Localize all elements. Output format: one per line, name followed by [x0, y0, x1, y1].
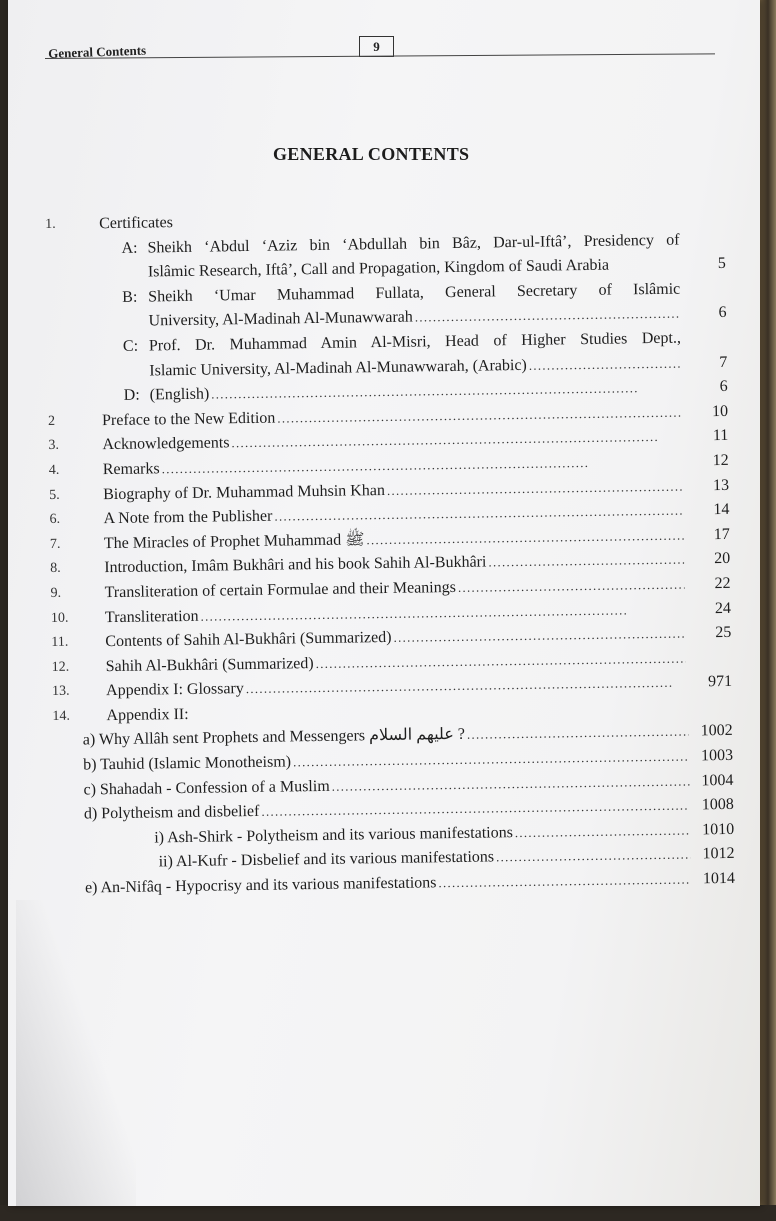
table-of-contents [45, 204, 735, 903]
entry-title: Transliteration [104, 607, 199, 626]
entry-title: a) Why Allâh sent Prophets and Messengers عليهم السلام ? [82, 726, 466, 749]
cert-text-line2: Islâmic Research, Iftâ’, Call and Propagation, Kingdom of Saudi Arabia [147, 256, 610, 281]
entry-title: c) Shahadah - Confession of a Muslim [83, 777, 330, 799]
entry-number: 2 [47, 413, 56, 429]
leader-dots [393, 623, 685, 649]
leader-dots [274, 500, 683, 528]
entry-title: Preface to the New Edition [101, 409, 276, 429]
entry-title: Introduction, Imâm Bukhâri and his book Sahih Al-Bukhâri [104, 553, 487, 577]
entry-page: 6 [719, 378, 728, 396]
leader-dots [415, 303, 681, 329]
entry-title: A Note from the Publisher [103, 507, 273, 528]
entry-page: 22 [714, 574, 731, 593]
entry-page [685, 647, 731, 648]
cert-text-line1: Sheikh ‘Abdul ‘Aziz bin ‘Abdullah bin Bâz, Dar-ul-Iftâ’, Presidency of [147, 231, 680, 257]
entry-title: Sahih Al-Bukhâri (Summarized) [105, 654, 314, 675]
entry-title: Remarks [102, 460, 160, 479]
entry-number: 3. [48, 438, 60, 454]
entry-page: 11 [712, 427, 729, 445]
entry-page: 1010 [702, 820, 735, 839]
running-title: General Contents [48, 42, 147, 61]
cert-letter: D: [123, 386, 140, 405]
entry-number: 7. [49, 536, 61, 552]
entry-page: 1002 [700, 722, 733, 740]
entry-page: 7 [719, 353, 728, 371]
leader-dots [458, 573, 685, 598]
cert-text-line1: (English) [149, 385, 210, 404]
entry-number: 4. [48, 462, 60, 478]
entry-title: The Miracles of Prophet Muhammad ﷺ [103, 531, 365, 552]
cert-letter: B: [122, 288, 138, 306]
entry-number: 13. [51, 683, 70, 700]
leader-dots [515, 819, 691, 844]
entry-number: 6. [49, 511, 61, 528]
entry-page: 5 [717, 255, 726, 273]
entry-title: Biography of Dr. Muhammad Muhsin Khan [103, 481, 386, 503]
cert-letter: A: [121, 239, 138, 257]
entry-title: Certificates [99, 214, 174, 233]
leader-dots [496, 844, 691, 869]
entry-page: 1003 [700, 746, 734, 765]
appendix-2-items [53, 720, 735, 902]
leader-dots [467, 721, 689, 746]
entry-number: 11. [51, 634, 69, 651]
entry-number: 14. [52, 708, 71, 724]
entry-title: Transliteration of certain Formulae and their Meanings [104, 578, 457, 602]
entry-title: i) Ash-Shirk - Polytheism and its various manifestations [154, 823, 513, 847]
entry-page: 971 [707, 673, 733, 691]
leader-dots [366, 524, 684, 551]
entry-page: 25 [715, 623, 732, 642]
entry-title: Contents of Sahih Al-Bukhâri (Summarized) [105, 629, 392, 651]
leader-dots [387, 475, 684, 501]
page-number-box: 9 [359, 36, 394, 57]
page-title: GENERAL CONTENTS [273, 144, 470, 164]
page-shadow [16, 900, 136, 1206]
entry-number: 5. [49, 487, 60, 503]
cert-text-line1: Sheikh ‘Umar Muhammad Fullata, General Secretary of Islâmic [148, 280, 681, 306]
entry-number: 1. [45, 216, 56, 232]
table-surface [0, 1205, 776, 1221]
entry-page: 13 [712, 476, 730, 494]
leader-dots [277, 401, 682, 429]
entry-number: 12. [51, 659, 70, 675]
leader-dots [332, 770, 690, 797]
entry-title: Appendix II: [106, 705, 189, 725]
cert-text-line2: Islamic University, Al-Madinah Al-Munawwarah, (Arabic) [149, 356, 527, 380]
leader-dots [529, 352, 682, 376]
entry-page: 6 [718, 304, 727, 322]
entry-title: Acknowledgements [102, 434, 230, 454]
entry-page: 1012 [702, 845, 735, 863]
entry-page: 17 [713, 525, 730, 543]
entry-title: d) Polytheism and disbelief [83, 803, 260, 823]
entry-page: 20 [714, 550, 731, 568]
entry-page: 1014 [702, 869, 736, 888]
entry-page: 14 [713, 501, 730, 519]
leader-dots [293, 746, 689, 774]
entry-title: b) Tauhid (Islamic Monotheism) [83, 753, 292, 774]
entry-page: 1008 [701, 796, 734, 814]
entry-title: ii) Al-Kufr - Disbelief and its various manifestations [158, 848, 495, 871]
cert-text-line1: Prof. Dr. Muhammad Amin Al-Misri, Head of Higher Studies Dept., [148, 329, 682, 355]
entry-page: 12 [712, 451, 729, 470]
entry-page: 1004 [701, 771, 734, 789]
cert-letter: C: [122, 337, 139, 355]
leader-dots [488, 549, 684, 574]
entry-title: e) An-Nifâq - Hypocrisy and its various manifestations [84, 874, 437, 897]
entry-number: 9. [50, 585, 62, 601]
cert-text-line2: University, Al-Madinah Al-Munawwarah [148, 308, 413, 330]
entry-number: 8. [50, 561, 61, 577]
leader-dots [316, 647, 686, 674]
entry-title: Appendix I: Glossary [105, 680, 244, 700]
entry-number: 10. [50, 610, 69, 626]
entry-page: 10 [711, 402, 729, 420]
book-page-edge [760, 0, 776, 1221]
entry-page: 24 [714, 599, 732, 617]
leader-dots [438, 869, 691, 895]
